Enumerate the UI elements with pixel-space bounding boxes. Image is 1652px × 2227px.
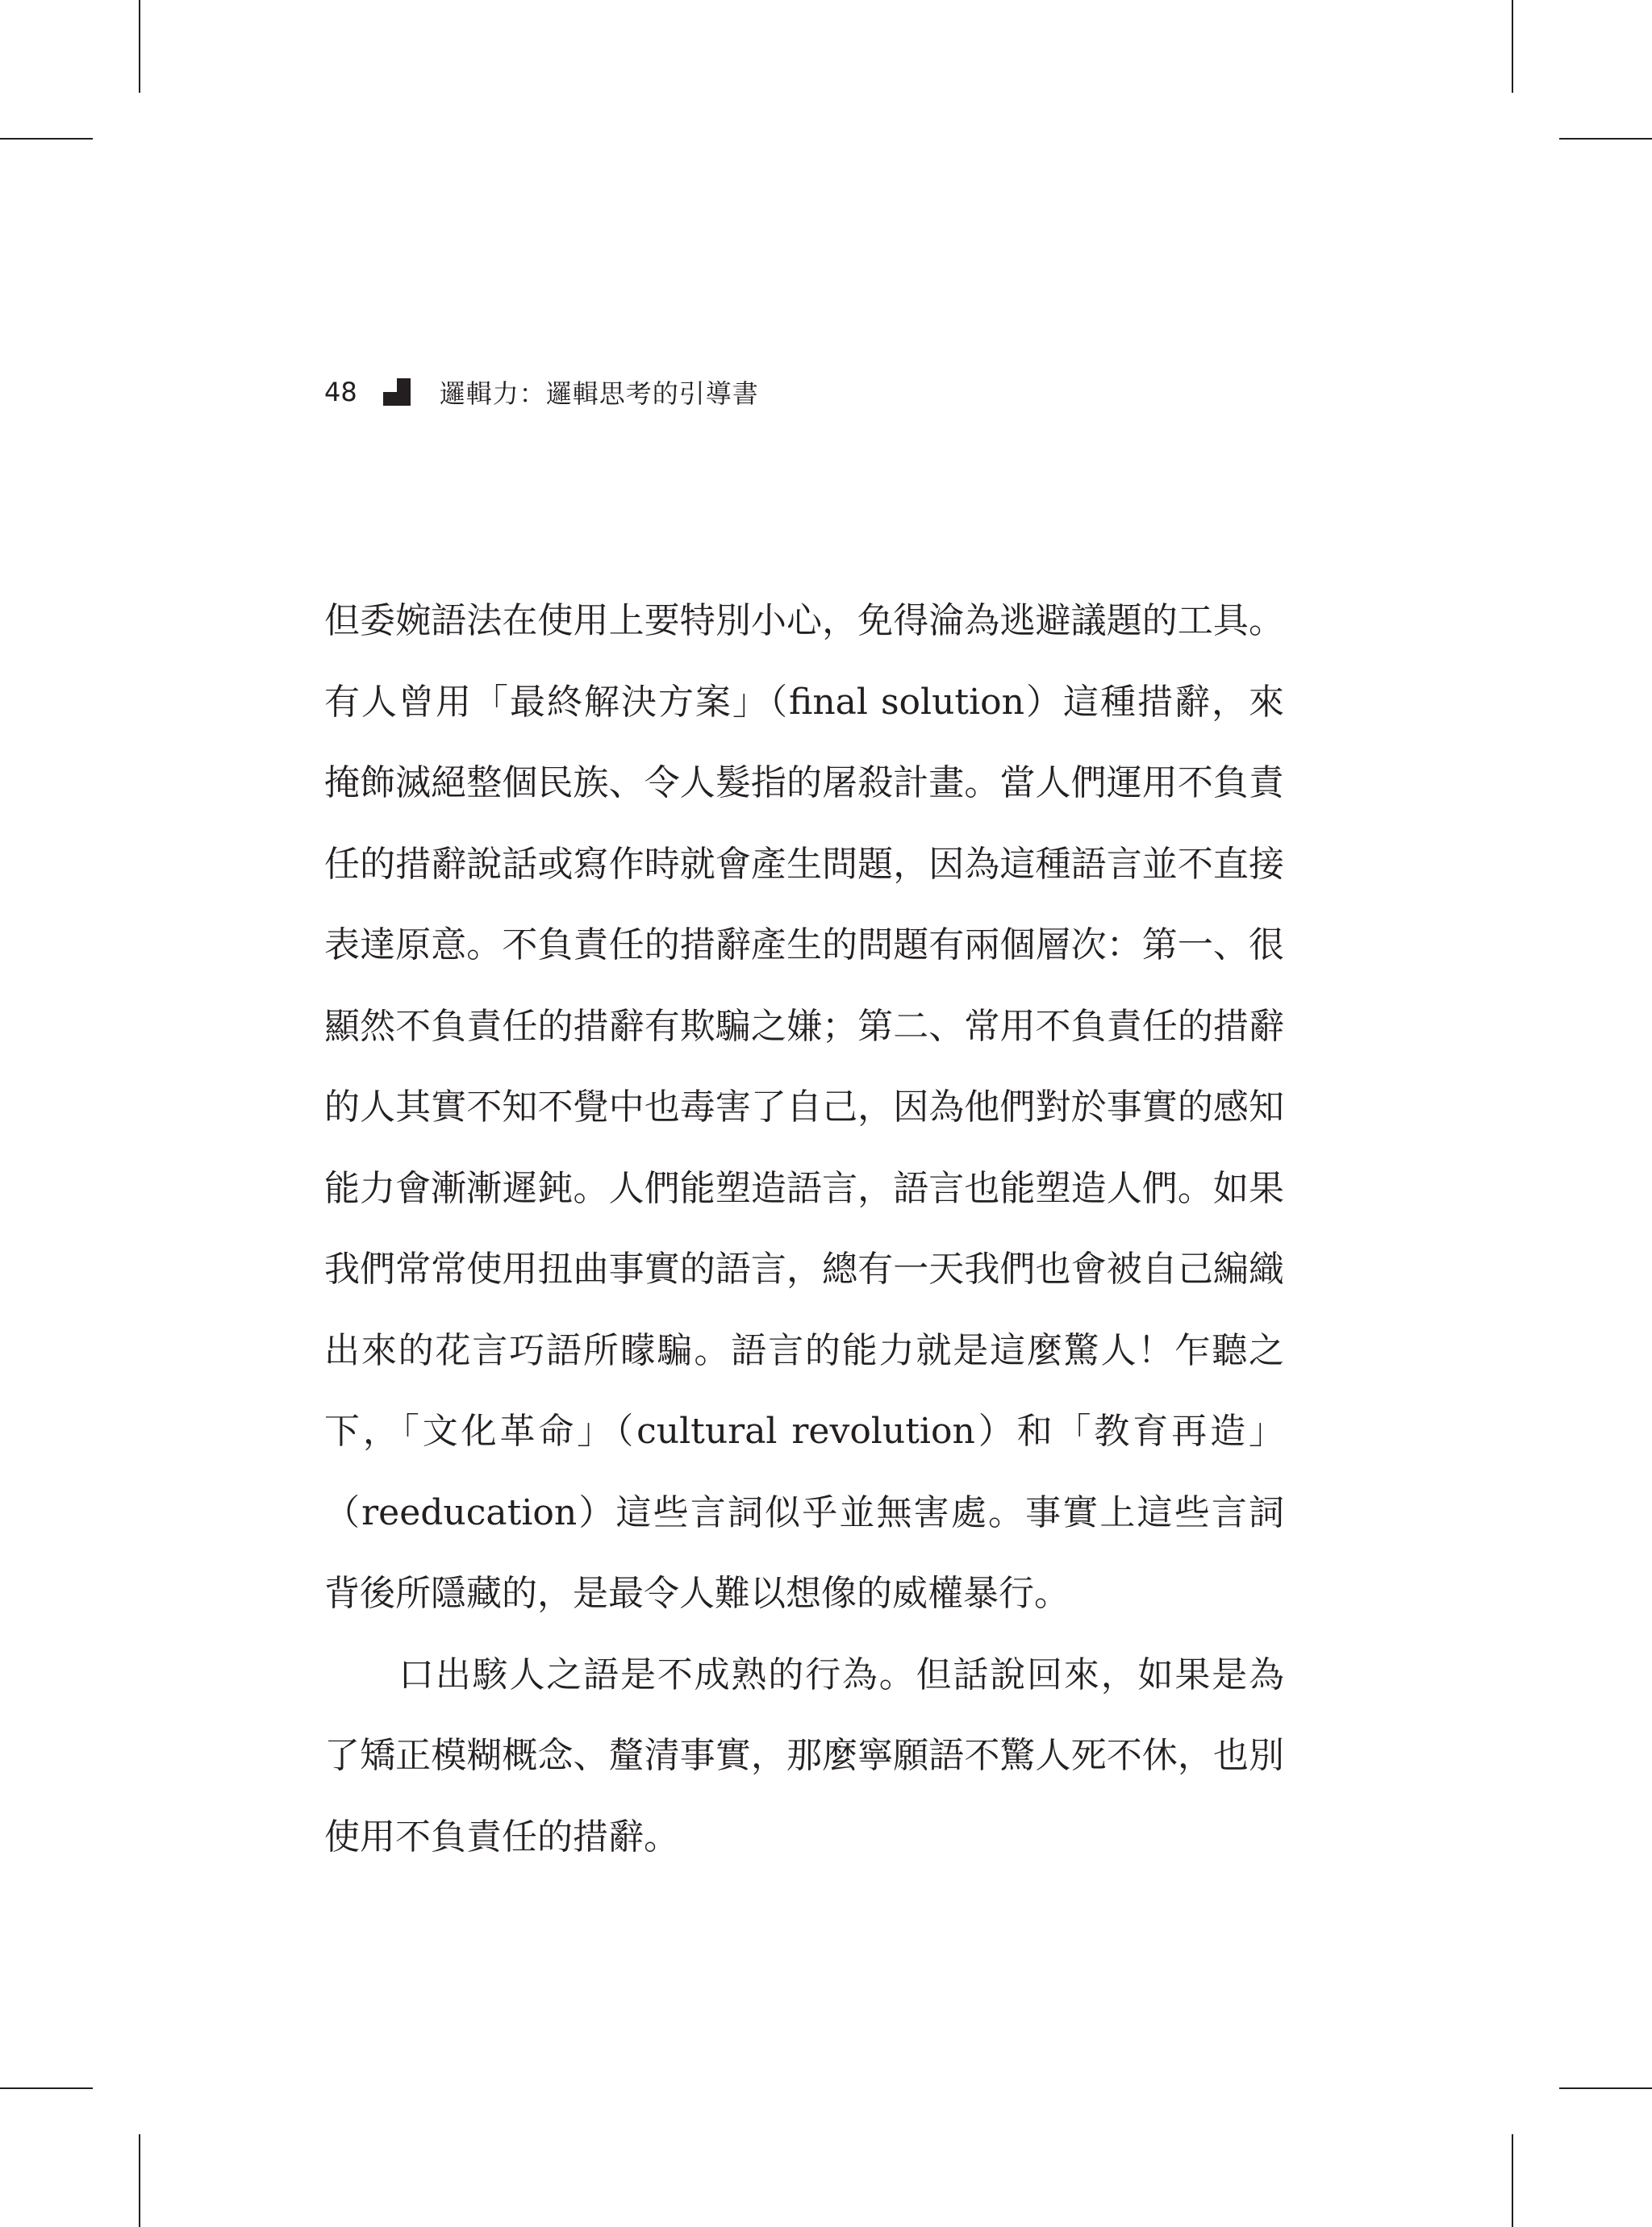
crop-mark-top-right-horizontal	[1559, 138, 1652, 140]
crop-mark-top-right-vertical	[1512, 0, 1513, 93]
crop-mark-top-left-horizontal	[0, 138, 93, 140]
paragraph-2: 口出駭人之語是不成熟的行為。但話說回來，如果是為了矯正模糊概念、釐清事實，那麼寧願語不驚人死不休，也別使用不負責任的措辭。	[324, 1654, 1284, 1858]
crop-mark-bottom-left-horizontal	[0, 2087, 93, 2089]
crop-mark-bottom-left-vertical	[139, 2134, 140, 2227]
book-title: 邏輯力：邏輯思考的引導書	[439, 378, 759, 409]
block-ornament-icon	[383, 378, 411, 406]
running-head	[324, 373, 759, 411]
paragraph-1: 但委婉語法在使用上要特別小心，免得淪為逃避議題的工具。有人曾用「最終解決方案」（final solution）這種措辭，來掩飾滅絕整個民族、令人髮指的屠殺計畫。當人們運用不負責任的措辭說話或寫作時就會產生問題，因為這種語言並不直接表達原意。不負責任的措辭產生的問題有兩個層次：第一、很顯然不負責任的措辭有欺騙之嫌；第二、常用不負責任的措辭的人其實不知不覺中也毒害了自己，因為他們對於事實的感知能力會漸漸遲鈍。人們能塑造語言，語言也能塑造人們。如果我們常常使用扭曲事實的語言，總有一天我們也會被自己編織出來的花言巧語所矇騙。語言的能力就是這麼驚人！乍聽之下，「文化革命」（cultural revolution）和「教育再造」（reeducation）這些言詞似乎並無害處。事實上這些言詞背後所隱藏的，是最令人難以想像的威權暴行。	[324, 600, 1284, 1614]
crop-mark-top-left-vertical	[139, 0, 140, 93]
body-text	[324, 581, 1284, 1878]
page-number: 48	[324, 377, 357, 407]
crop-mark-bottom-right-horizontal	[1559, 2087, 1652, 2089]
crop-mark-bottom-right-vertical	[1512, 2134, 1513, 2227]
